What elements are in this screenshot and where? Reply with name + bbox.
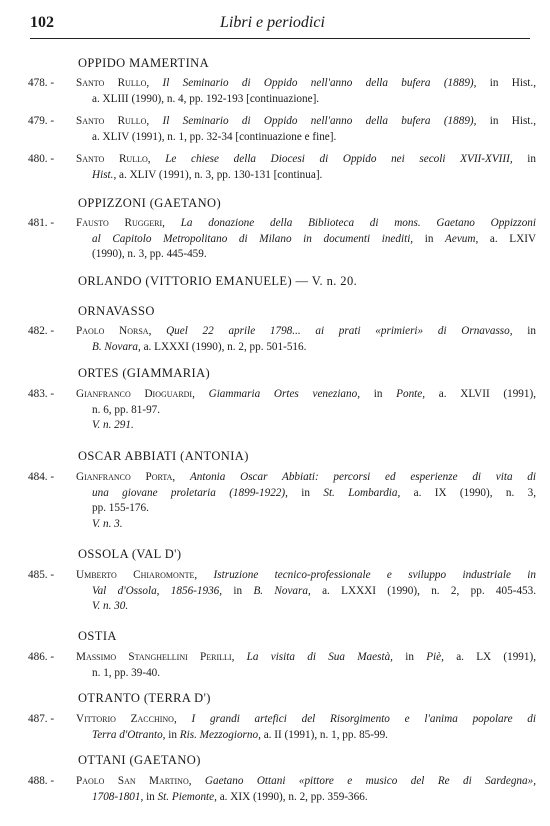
see-also: V. n. 3.	[92, 517, 123, 530]
entry-text: Paolo San Martino, Gaetano Ottani «pittore e musico del Re di Sardegna», 1708-1801, in St. Piemonte, a. XIX (1990), n. 2, pp. 359-366.	[76, 775, 536, 803]
header-rule	[30, 38, 530, 39]
entry-title: Antonia Oscar Abbiati: percorsi ed esperienze di vita di	[189, 471, 536, 483]
section-heading: ORNAVASSO	[78, 304, 155, 318]
entry-author: Paolo San Martino,	[76, 775, 192, 787]
entry-author: Gianfranco Dioguardi,	[76, 388, 195, 400]
see-also: V. n. 291.	[92, 419, 134, 431]
entry-number: 480. -	[28, 153, 55, 165]
entry-text: Massimo Stanghellini Perilli, La visita di Sua Maestà, in Piè, a. LX (1991), n. 1, pp. 39-40.	[76, 651, 537, 679]
section-heading: OPPIDO MAMERTINA	[78, 56, 210, 70]
entry-author: Paolo Norsa,	[76, 325, 152, 337]
entry-number: 483. -	[28, 388, 55, 400]
entry-title: Quel 22 aprile 1798... ai prati «primieri» di Ornavasso,	[166, 325, 513, 337]
entry-text: Fausto Ruggeri, La donazione della Biblioteca di mons. Gaetano Oppizzoni al Capitolo Metropolitano di Milano in documenti inediti, in Aevum, a. LXIV (1990), n. 3, pp. 445-459.	[76, 217, 537, 260]
running-header	[30, 14, 530, 36]
entry-title: Le chiese della Diocesi di Oppido nei secoli XVII-XVIII,	[165, 153, 513, 165]
entry-title: Il Seminario di Oppido nell'anno della bufera (1889),	[162, 115, 477, 127]
entry-text: Gianfranco Porta, Antonia Oscar Abbiati: percorsi ed esperienze di vita di una giovane proletaria (1899-1922), in St. Lombardia, a. IX (1990), n. 3, pp. 155-176. V. n. 3.	[76, 470, 536, 532]
entry-number: 478. -	[28, 77, 55, 89]
entry-text: Gianfranco Dioguardi, Giammaria Ortes veneziano, in Ponte, a. XLVII (1991), n. 6, pp. 81-97. V. n. 291.	[76, 387, 536, 434]
entry-author: Gianfranco Porta,	[76, 471, 176, 483]
section-heading: OSSOLA (VAL D')	[78, 547, 182, 561]
entry-author: Fausto Ruggeri,	[76, 217, 165, 229]
section-heading: OTTANI (GAETANO)	[78, 753, 201, 767]
entry-number: 479. -	[28, 115, 55, 127]
see-also: V. n. 30.	[92, 600, 129, 612]
entry-number: 486. -	[28, 651, 55, 663]
entry-text: Paolo Norsa, Quel 22 aprile 1798... ai prati «primieri» di Ornavasso, in B. Novara, a. LXXXI (1990), n. 2, pp. 501-516.	[76, 325, 536, 353]
entry-title: Gaetano Ottani «pittore e musico del Re di Sardegna»,	[204, 775, 536, 787]
entry-title: Istruzione tecnico-professionale e sviluppo industriale in	[213, 569, 537, 581]
entry-title: La visita di Sua Maestà,	[246, 651, 393, 663]
entry-title: I grandi artefici del Risorgimento e l'anima popolare di	[191, 713, 536, 725]
entry-text: Santo Rullo, Le chiese della Diocesi di Oppido nei secoli XVII-XVIII, in Hist., a. XLIV (1991), n. 3, pp. 130-131 [continua].	[76, 153, 536, 181]
entry-text: Santo Rullo, Il Seminario di Oppido nell'anno della bufera (1889), in Hist., a. XLIII (1990), n. 4, pp. 192-193 [continuazione].	[76, 77, 537, 105]
entry-text: Vittorio Zacchino, I grandi artefici del Risorgimento e l'anima popolare di Terra d'Otranto, in Ris. Mezzogiorno, a. II (1991), n. 1, pp. 85-99.	[76, 713, 536, 741]
entry-author: Santo Rullo,	[76, 77, 150, 89]
section-heading: OSTIA	[78, 629, 117, 643]
running-title: Libri e periodici	[220, 14, 325, 31]
entry-author: Umberto Chiaromonte,	[76, 569, 198, 581]
entry-number: 484. -	[28, 471, 55, 483]
entry-title: Il Seminario di Oppido nell'anno della bufera (1889),	[162, 77, 477, 89]
entry-number: 487. -	[28, 713, 55, 725]
entry-author: Santo Rullo,	[76, 115, 150, 127]
entry-author: Santo Rullo,	[76, 153, 151, 165]
entry-author: Massimo Stanghellini Perilli,	[76, 651, 235, 663]
entry-title: Giammaria Ortes veneziano,	[208, 388, 361, 400]
section-heading: OPPIZZONI (GAETANO)	[78, 196, 222, 210]
entry-author: Vittorio Zacchino,	[76, 713, 177, 725]
entry-text: Umberto Chiaromonte, Istruzione tecnico-professionale e sviluppo industriale in Val d'Ossola, 1856-1936, in B. Novara, a. LXXXI (1990), n. 2, pp. 405-453. V. n. 30.	[76, 568, 536, 615]
section-heading: OSCAR ABBIATI (ANTONIA)	[78, 449, 249, 463]
entry-text: Santo Rullo, Il Seminario di Oppido nell'anno della bufera (1889), in Hist., a. XLIV (1991), n. 1, pp. 32-34 [continuazione e fine].	[76, 115, 537, 143]
section-heading: ORLANDO (VITTORIO EMANUELE) — V. n. 20.	[78, 274, 358, 288]
entry-title: La donazione della Biblioteca di mons. Gaetano Oppizzoni	[180, 217, 536, 229]
page-number: 102	[30, 14, 54, 31]
entry-number: 481. -	[28, 217, 55, 229]
section-heading: OTRANTO (TERRA D')	[78, 691, 211, 705]
entry-number: 485. -	[28, 569, 55, 581]
entry-number: 482. -	[28, 325, 55, 337]
entry-number: 488. -	[28, 775, 55, 787]
section-heading: ORTES (GIAMMARIA)	[78, 366, 211, 380]
